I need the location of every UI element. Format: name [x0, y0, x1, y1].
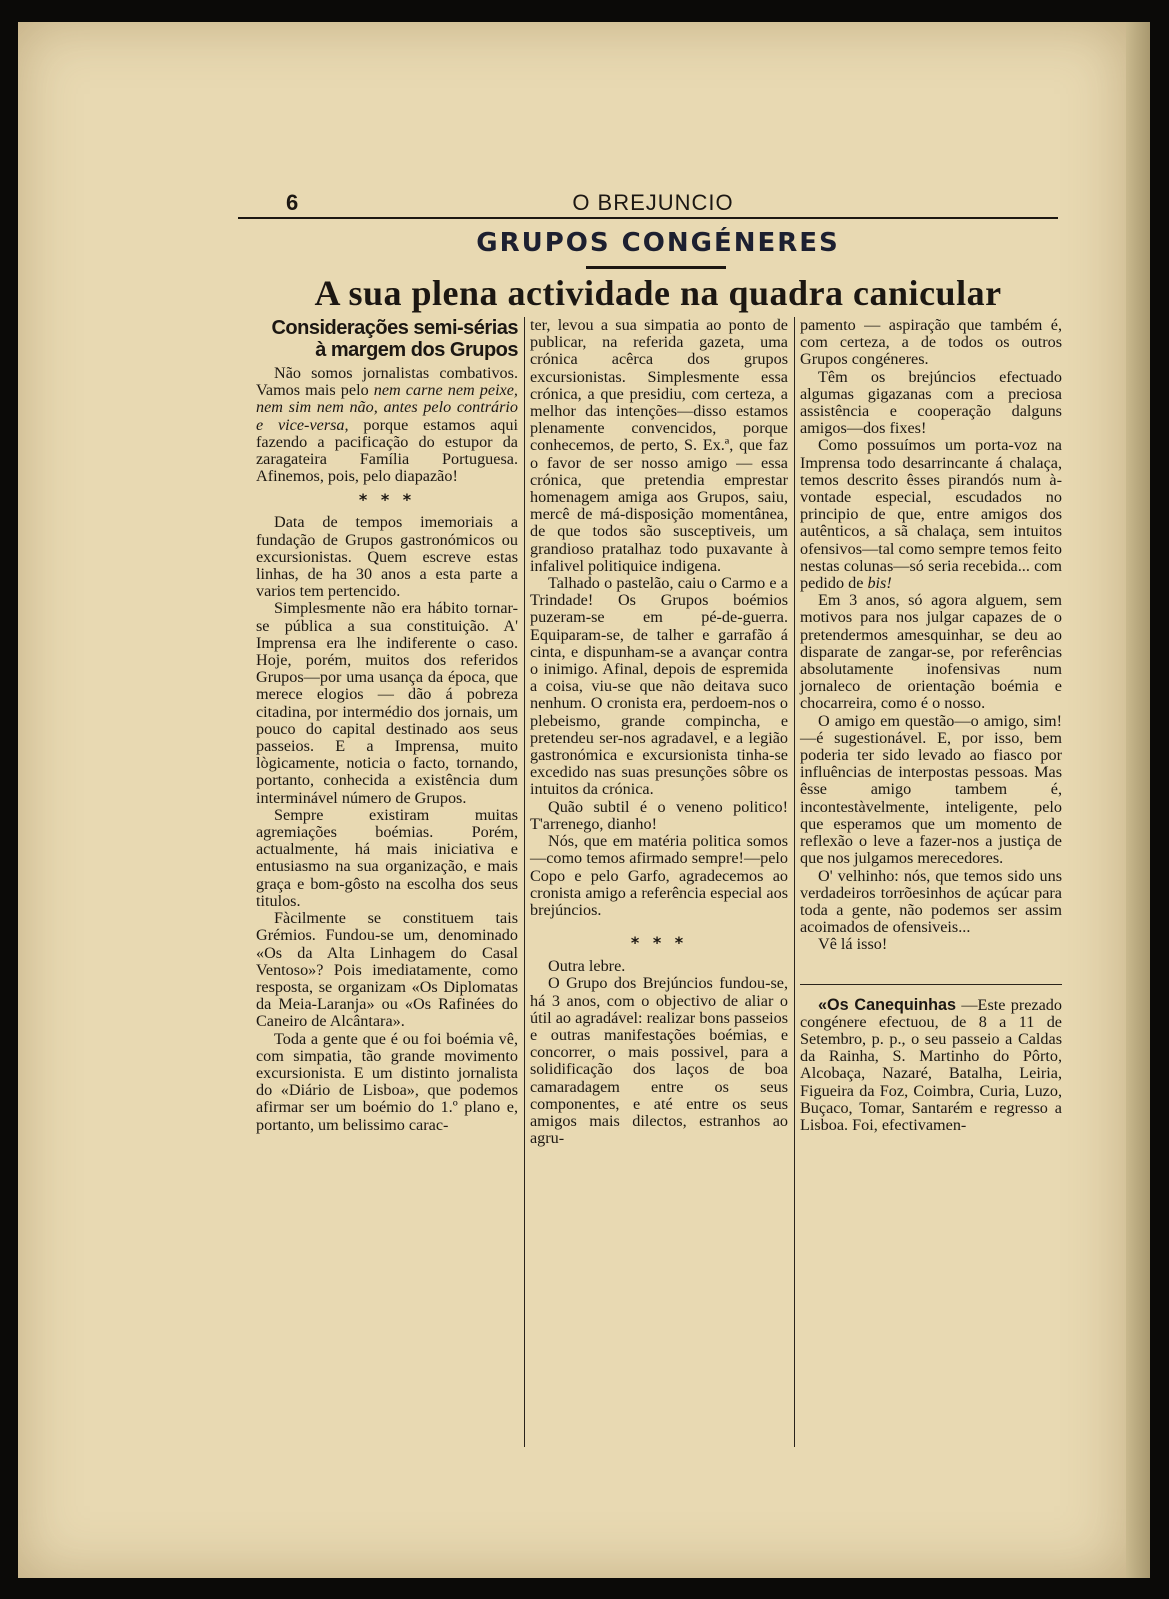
title-rule	[586, 266, 726, 269]
article-subhead	[256, 317, 518, 361]
paragraph: ter, levou a sua simpatia ao ponto de publicar, na referida gazeta, uma crónica acêrca dos grupos excursionistas. Simplesmente essa crónica, a que presidiu, com certeza, a melhor das intenções—disso estamos plenamente convencidos, porque conhecemos, de perto, S. Ex.ª, que faz o favor de ser nosso amigo — essa crónica, que pretendia emprestar homenagem amiga aos Grupos, saiu, mercê de má-disposição momentânea, de que todos são susceptiveis, um grandioso pratalhaz todo puxavante à infalivel politiquice indigena.	[530, 316, 788, 575]
paragraph: Talhado o pastelão, caiu o Carmo e a Trindade! Os Grupos boémios puzeram-se em pé-de-guerra. Equiparam-se, de talher e garrafão á cinta, e dispunham-se a avançar contra o inimigo. Afinal, depois de espremida a coisa, viu-se que não deitava suco nenhum. O cronista era, perdoem-nos o plebeismo, grande compincha, e pretendeu ser-nos agradavel, e a legião gastronómica e excursionista tinha-se excedido nas suas presunções sôbre os intuitos da crónica.	[530, 574, 788, 799]
masthead: O BREJUNCIO	[572, 190, 734, 215]
column-rule	[794, 317, 795, 1447]
paragraph: Têm os brejúncios efectuado algumas gigazanas com a preciosa assistência e cooperação dalguns amigos—dos fixes!	[800, 367, 1062, 438]
notice-lead: «Os Canequinhas	[818, 995, 957, 1014]
italic-run: bis!	[867, 574, 892, 593]
paragraph	[256, 365, 518, 485]
paragraph: Data de tempos imemoriais a fundação de Grupos gastronómicos ou excursionistas. Quem escreve estas linhas, de ha 30 anos a esta parte a varios tem pertencido.	[256, 513, 518, 601]
subhead-line-1: Considerações semi-sérias	[271, 317, 518, 339]
paragraph: Vê lá isso!	[818, 935, 888, 954]
paragraph: Toda a gente que é ou foi boémia vê, com simpatia, tão grande movimento excursionista. E um distinto jornalista do «Diário de Lisboa», que podemos afirmar ser um boémio do 1.º plano e, portanto, um belissimo carac-	[256, 1029, 518, 1134]
headline: A sua plena actividade na quadra canicular	[314, 273, 1002, 313]
notice-text: —Este prezado congénere efectuou, de 8 a 11 de Setembro, p. p., o seu passeio a Caldas da Rainha, S. Martinho do Pôrto, Alcobaça, Nazaré, Batalha, Leiria, Figueira da Foz, Coimbra, Curia, Luzo, Buçaco, Tomar, Santarém e regresso a Lisboa. Foi, efectivamen-	[800, 995, 1062, 1134]
article-column-2	[530, 317, 788, 1147]
newspaper-page	[18, 22, 1126, 1578]
paragraph: O' velhinho: nós, que temos sido uns verdadeiros torrõesinhos de açúcar para toda a gente, não podemos ser assim acoimados de ofensiveis...	[800, 866, 1062, 937]
paragraph: O amigo em questão—o amigo, sim!—é sugestionável. E, por isso, bem poderia ter sido levado ao fiasco por influências de interpostas pessoas. Mas êsse amigo tambem é, incontestàvelmente, inteligente, pelo que esperamos que um momento de reflexão o leve a fazer-nos a justiça de que nos julgamos merecedores.	[800, 711, 1062, 868]
paragraph: Nós, que em matéria politica somos—como temos afirmado sempre!—pelo Copo e pelo Garfo, agradecemos ao cronista amigo a referência especial aos brejúncios.	[530, 832, 788, 919]
section-stars: * * *	[630, 933, 688, 953]
article-column-3	[800, 317, 1062, 1134]
notice-rule	[800, 984, 1062, 985]
page-spine	[1126, 22, 1150, 1578]
paragraph	[800, 437, 1062, 592]
page-number: 6	[286, 190, 299, 215]
paragraph: Simplesmente não era hábito tornar-se pública a sua constituição. A' Imprensa era lhe indiferente o caso. Hoje, porém, muitos dos referidos Grupos—por uma usança da época, que merece elogios — dão á pobreza citadina, por intermédio dos jornais, um pouco do capital destinado aos seus passeios. E a Imprensa, muito lògicamente, noticia o facto, tornando, portanto, conhecida a existência dum interminável número de Grupos.	[256, 599, 518, 807]
text-run: porque estamos aqui fazendo a pacificação do estupor da zaragateira Família Portuguesa. Afinemos, pois, pelo diapazão!	[256, 415, 518, 486]
header-rule	[238, 217, 1058, 219]
article-column-1	[256, 317, 518, 1134]
paragraph: Em 3 anos, só agora alguem, sem motivos para nos julgar capazes de o pretendermos amesquinhar, se deu ao disparate de zangar-se, por referências absolutamente inofensivas num jornaleco de orientação boémia e chocarreira, como é o nosso.	[800, 591, 1062, 713]
section-title: GRUPOS CONGÉNERES	[476, 228, 840, 258]
paragraph: Outra lebre.	[548, 957, 626, 976]
paragraph: Quão subtil é o veneno politico! T'arrenego, dianho!	[530, 797, 788, 833]
paragraph: Fàcilmente se constituem tais Grémios. Fundou-se um, denominado «Os da Alta Linhagem do Casal Ventoso»? Pois imediatamente, como resposta, se organizam «Os Diplomatas da Meia-Laranja» ou «Os Rafinées do Caneiro de Alcântara».	[256, 909, 518, 1031]
section-stars: * * *	[358, 490, 416, 510]
subhead-line-2: à margem dos Grupos	[315, 339, 518, 361]
paragraph: Sempre existiram muitas agremiações boémias. Porém, actualmente, há mais iniciativa e entusiasmo na sua organização, e mais graça e bom-gôsto na escolha dos seus titulos.	[256, 805, 518, 910]
notice-paragraph	[800, 997, 1062, 1135]
italic-run: nem carne nem peixe, nem sim nem não, antes pelo contrário e vice-versa,	[256, 381, 518, 434]
paragraph: pamento — aspiração que também é, com certeza, a de todos os outros Grupos congéneres.	[800, 316, 1062, 369]
text-run: Não somos jornalistas combativos. Vamos mais pelo	[256, 364, 518, 400]
text-run: Como possuímos um porta-voz na Imprensa todo desarrincante á chalaça, temos descrito êsses pirandós num à-vontade especial, escudados no principio de que, entre amigos dos autênticos, a sã chalaça, sem intuitos ofensivos—tal como sempre temos feito nestas colunas—só seria recebida... com pedido de	[800, 436, 1062, 593]
column-rule	[524, 317, 525, 1447]
paragraph: O Grupo dos Brejúncios fundou-se, há 3 anos, com o objectivo de aliar o útil ao agradável: realizar bons passeios e outras manifestações boémias, e concorrer, o mais possivel, para a solidificação dos laços de boa camaradagem entre os seus componentes, e até entre os seus amigos mais dilectos, estranhos ao agru-	[530, 974, 788, 1148]
